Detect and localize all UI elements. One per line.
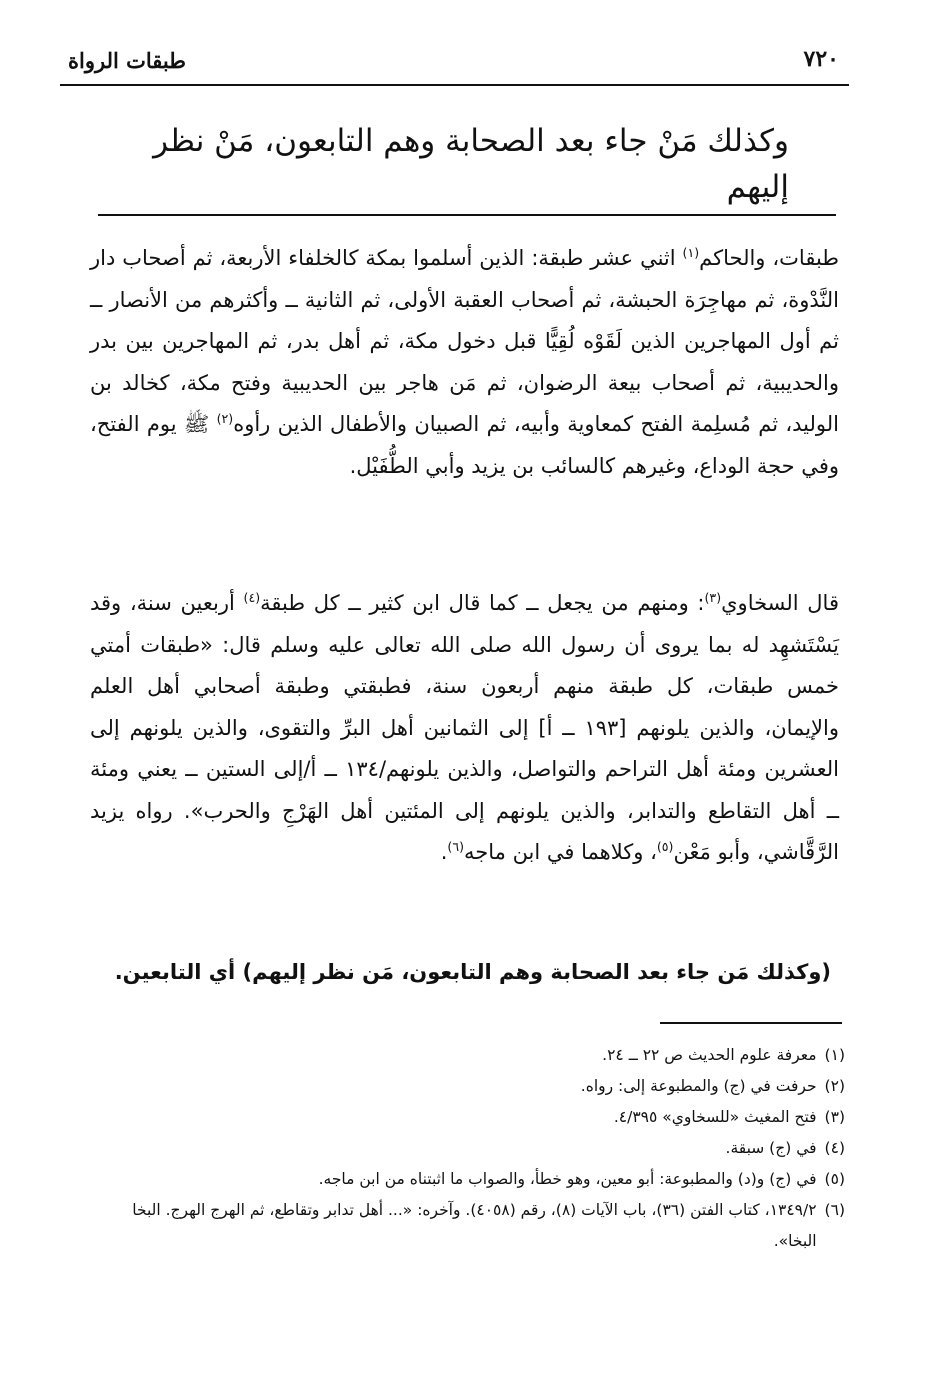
running-title: طبقات الرواة (68, 48, 186, 73)
paragraph-text: . (440, 840, 448, 864)
footnote-text: فتح المغيث «للسخاوي» ٤/٣٩٥. (613, 1108, 817, 1126)
paragraph-text: أربعين سنة، وقد يَسْتَشهِد له بما يروى أن رسول الله صلى الله تعالى عليه وسلم قال: «طبقات أمتي خمس طبقات، كل طبقة منهم أربعون سنة، فطبقتي وطبقة أصحابي أهل العلم والإيمان، والذين يلونهم [١٩٣ ــ أ] إلى الثمانين أهل البرِّ والتقوى، والذين يلونهم إلى العشرين ومئة أهل التراحم والتواصل، والذين يلونهم/١٣٤ ــ أ/إلى الستين ــ يعني ومئة ــ أهل التقاطع والتدابر، والذين يلونهم إلى المئتين أهل الهَرْجِ والحرب». رواه يزيد الرَّقَّاشي، وأبو مَعْن (90, 591, 839, 864)
footnote-text: في (ج) و(د) والمطبوعة: أبو معين، وهو خطأ، والصواب ما اثبتناه من ابن ماجه. (318, 1170, 817, 1188)
footnote-text: معرفة علوم الحديث ص ٢٢ ــ ٢٤. (602, 1046, 817, 1064)
paragraph-text: قال السخاوي (721, 591, 839, 615)
footnotes (96, 1040, 845, 1257)
footnote-text: في (ج) سبقة. (725, 1139, 817, 1157)
footnote-text: ١٣٤٩/٢، كتاب الفتن (٣٦)، باب الآيات (٨)، رقم (٤٠٥٨). وآخره: «... أهل تدابر وتقاطع، ثم الهرج الهرج. البخا البخا». (132, 1201, 817, 1250)
paragraph-text: : ومنهم من يجعل ــ كما قال ابن كثير ــ كل طبقة (260, 591, 705, 615)
footnote-number: (٣) (824, 1108, 845, 1126)
footnote-item (96, 1071, 845, 1102)
footnote-reference[interactable]: (٦) (447, 839, 464, 854)
matn-text: وكذلك مَنْ جاء بعد الصحابة وهم التابعون، مَنْ نظر إليهم (153, 123, 789, 205)
footnote-reference[interactable]: (٥) (656, 839, 674, 854)
paragraph-text: طبقات، والحاكم (699, 246, 839, 270)
matn-divider (98, 214, 836, 216)
footnote-reference[interactable]: (٤) (243, 590, 261, 605)
footnote-text: حرفت في (ج) والمطبوعة إلى: رواه. (580, 1077, 817, 1095)
paragraph-text: ﷺ يوم الفتح، وفي حجة الوداع، وغيرهم كالسائب بن يزيد وأبي الطُّفَيْل. (90, 412, 839, 478)
footnote-number: (٢) (824, 1077, 845, 1095)
footnote-item (96, 1040, 845, 1071)
footnote-divider (660, 1022, 842, 1024)
footnote-reference[interactable]: (٣) (704, 590, 722, 605)
page-number: ٧٢٠ (803, 46, 839, 72)
footnote-number: (٦) (824, 1201, 845, 1219)
footnote-item (96, 1164, 845, 1195)
matn-quote-paragraph: (وكذلك مَن جاء بعد الصحابة وهم التابعون، مَن نظر إليهم) أي التابعين. (114, 960, 831, 984)
footnote-item (96, 1195, 845, 1257)
commentary-paragraph (90, 238, 839, 487)
footnote-reference[interactable]: (١) (682, 245, 700, 260)
footnote-reference[interactable]: (٢) (216, 411, 234, 426)
footnote-item (96, 1133, 845, 1164)
footnote-number: (١) (824, 1046, 845, 1064)
footnote-number: (٥) (824, 1170, 845, 1188)
footnote-item (96, 1102, 845, 1133)
footnote-number: (٤) (824, 1139, 845, 1157)
page-header (60, 44, 849, 86)
commentary-paragraph (90, 583, 839, 874)
paragraph-text: ، وكلاهما في ابن ماجه (464, 840, 657, 864)
paragraph-text: اثني عشر طبقة: الذين أسلموا بمكة كالخلفاء الأربعة، ثم أصحاب دار النَّدْوة، ثم مهاجِرَة الحبشة، ثم أصحاب العقبة الأولى، ثم الثانية ــ وأكثرهم من الأنصار ــ ثم أول المهاجرين الذين لَقَوْه لُقِيًّا قبل دخول مكة، ثم أهل بدر، ثم المهاجرين بين بدر والحديبية، ثم أصحاب بيعة الرضوان، ثم مَن هاجر بين الحديبية وفتح مكة، كخالد بن الوليد، ثم مُسلِمة الفتح كمعاوية وأبيه، ثم الصبيان والأطفال الذين رأوه (90, 246, 839, 436)
